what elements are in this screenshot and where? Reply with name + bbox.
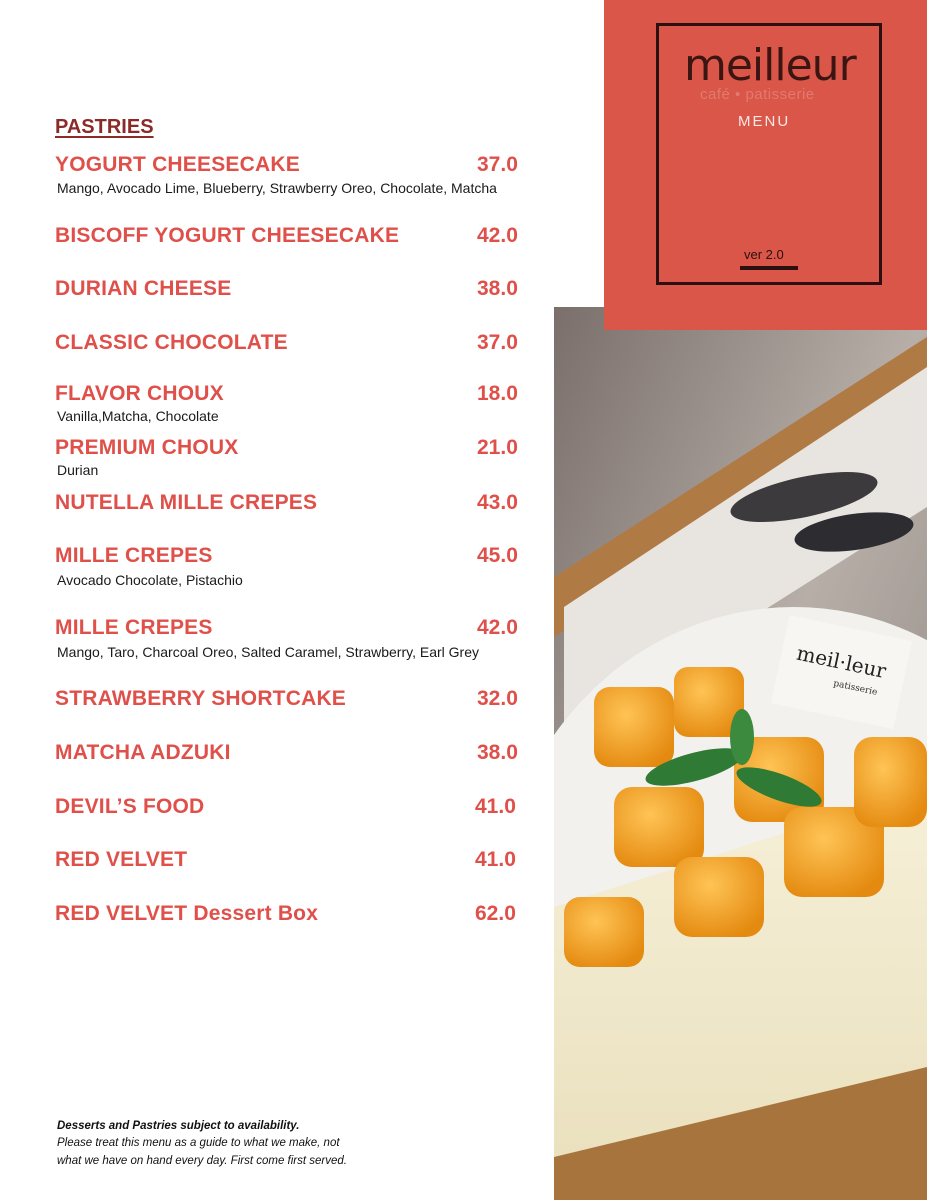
photo-tag-sub: patisserie <box>832 678 879 698</box>
menu-item-name: STRAWBERRY SHORTCAKE <box>55 687 347 710</box>
menu-item-price: 41.0 <box>475 848 516 871</box>
menu-item-price: 38.0 <box>477 277 518 300</box>
menu-item-price: 32.0 <box>477 687 518 710</box>
section-title: PASTRIES <box>55 116 154 138</box>
availability-note: Desserts and Pastries subject to availability. <box>57 1120 300 1132</box>
menu-item-name: MILLE CREPES <box>55 544 213 567</box>
menu-item-name: RED VELVET Dessert Box <box>55 902 319 925</box>
cheesecake-photo <box>554 307 927 1200</box>
logo-name: meilleur <box>684 40 856 91</box>
menu-item-desc: Avocado Chocolate, Pistachio <box>57 572 243 588</box>
version-underline <box>740 266 798 270</box>
version-label: ver 2.0 <box>744 247 784 262</box>
menu-item-price: 38.0 <box>477 741 518 764</box>
guide-note-line-1: Please treat this menu as a guide to what we make, not <box>57 1137 340 1149</box>
menu-item-name: BISCOFF YOGURT CHEESECAKE <box>55 224 400 247</box>
menu-item-price: 37.0 <box>477 331 518 354</box>
menu-item-desc: Vanilla,Matcha, Chocolate <box>57 408 219 424</box>
menu-item-price: 42.0 <box>477 224 518 247</box>
menu-item-name: CLASSIC CHOCOLATE <box>55 331 288 354</box>
menu-item-price: 18.0 <box>477 382 518 405</box>
menu-item-desc: Mango, Avocado Lime, Blueberry, Strawberry Oreo, Chocolate, Matcha <box>57 180 497 196</box>
menu-item-name: NUTELLA MILLE CREPES <box>55 491 318 514</box>
menu-item-name: YOGURT CHEESECAKE <box>55 153 300 176</box>
menu-item-name: FLAVOR CHOUX <box>55 382 224 405</box>
menu-item-price: 41.0 <box>475 795 516 818</box>
menu-item-name: RED VELVET <box>55 848 188 871</box>
menu-item-name: PREMIUM CHOUX <box>55 436 239 459</box>
logo-subtitle: café • patisserie <box>700 86 815 103</box>
menu-item-price: 45.0 <box>477 544 518 567</box>
menu-item-name: MATCHA ADZUKI <box>55 741 231 764</box>
menu-item-name: DURIAN CHEESE <box>55 277 232 300</box>
menu-item-desc: Mango, Taro, Charcoal Oreo, Salted Caramel, Strawberry, Earl Grey <box>57 644 479 660</box>
menu-item-price: 21.0 <box>477 436 518 459</box>
logo-menu-label: MENU <box>738 113 791 130</box>
menu-item-price: 42.0 <box>477 616 518 639</box>
menu-item-price: 37.0 <box>477 153 518 176</box>
menu-item-price: 43.0 <box>477 491 518 514</box>
menu-item-desc: Durian <box>57 462 99 478</box>
menu-item-name: MILLE CREPES <box>55 616 213 639</box>
guide-note-line-2: what we have on hand every day. First come first served. <box>57 1155 347 1167</box>
menu-item-name: DEVIL’S FOOD <box>55 795 205 818</box>
photo-tag-name: meil·leur <box>794 640 889 684</box>
menu-item-price: 62.0 <box>475 902 516 925</box>
